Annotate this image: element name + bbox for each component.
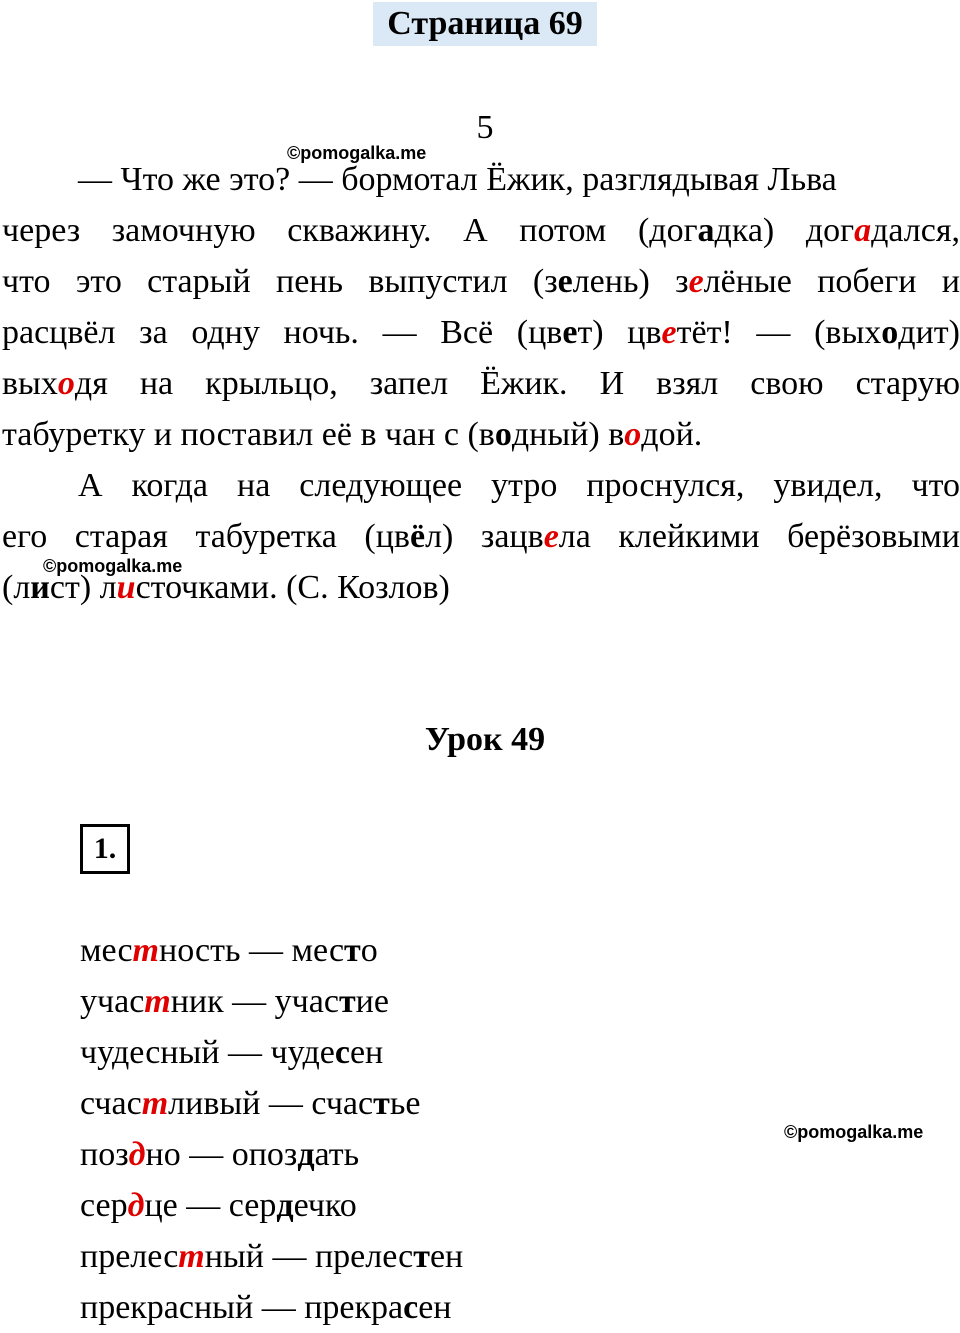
text-segment: (л bbox=[2, 569, 31, 606]
check-letter: а bbox=[697, 212, 715, 249]
lesson-title: Урок 49 bbox=[424, 721, 546, 758]
text-segment: дка) дог bbox=[714, 212, 855, 249]
check-letter: и bbox=[30, 569, 50, 606]
text-segment: дит) bbox=[898, 314, 960, 351]
word-pair bbox=[80, 976, 680, 1027]
check-letter: о bbox=[494, 416, 512, 453]
text-segment: его старая табуретка (цв bbox=[2, 518, 410, 555]
check-letter: д bbox=[276, 1187, 294, 1224]
watermark: ©pomogalka.me bbox=[43, 556, 183, 576]
page-title: Страница 69 bbox=[373, 2, 597, 46]
text-segment: ен bbox=[349, 1034, 384, 1071]
text-segment: вых bbox=[2, 365, 58, 402]
check-letter: с bbox=[334, 1034, 350, 1071]
check-letter: е bbox=[557, 263, 573, 300]
text-segment: сточками. (С. Козлов) bbox=[135, 569, 450, 606]
highlighted-letter: е bbox=[661, 314, 677, 351]
text-segment: сер bbox=[80, 1187, 128, 1224]
watermark: ©pomogalka.me bbox=[287, 143, 427, 163]
text-segment: прелес bbox=[80, 1238, 179, 1275]
highlighted-letter: и bbox=[116, 569, 136, 606]
text-segment: ен bbox=[429, 1238, 464, 1275]
text-segment: ен bbox=[418, 1289, 452, 1326]
text-segment: А когда на следующее утро проснулся, увидел, что bbox=[78, 467, 960, 504]
text-line bbox=[2, 154, 960, 205]
word-pair bbox=[80, 1078, 680, 1129]
text-segment: ливый — счас bbox=[168, 1085, 374, 1122]
text-line bbox=[2, 205, 960, 256]
text-segment: поз bbox=[80, 1136, 129, 1173]
task-number-box: 1. bbox=[80, 824, 130, 874]
text-segment: ст) л bbox=[49, 569, 117, 606]
word-pair bbox=[80, 1027, 680, 1078]
check-letter: д bbox=[297, 1136, 315, 1173]
text-line bbox=[2, 256, 960, 307]
exercise-number: 5 bbox=[476, 109, 494, 146]
check-letter: т bbox=[373, 1085, 390, 1122]
highlighted-letter: а bbox=[854, 212, 872, 249]
highlighted-letter: т bbox=[132, 932, 159, 969]
highlighted-letter: е bbox=[543, 518, 559, 555]
text-segment: це — сер bbox=[144, 1187, 277, 1224]
check-letter: т bbox=[413, 1238, 430, 1275]
text-segment: счас bbox=[80, 1085, 142, 1122]
highlighted-letter: т bbox=[144, 983, 171, 1020]
check-letter: ё bbox=[409, 518, 426, 555]
text-segment: табуретку и поставил её в чан с (в bbox=[2, 416, 495, 453]
word-pair bbox=[80, 1180, 680, 1231]
word-pair bbox=[80, 1282, 680, 1333]
text-segment: дя на крыльцо, запел Ёжик. И взял свою старую bbox=[74, 365, 960, 402]
text-line bbox=[2, 409, 960, 460]
text-segment: о bbox=[360, 932, 378, 969]
text-segment: ность — мес bbox=[159, 932, 345, 969]
highlighted-letter: д bbox=[128, 1136, 146, 1173]
check-letter: е bbox=[562, 314, 578, 351]
text-segment: ла клейкими берёзовыми bbox=[558, 518, 960, 555]
text-segment: — Что же это? — бормотал Ёжик, разглядывая Льва bbox=[78, 161, 837, 198]
text-segment: чудесный — чуде bbox=[80, 1034, 335, 1071]
highlighted-letter: о bbox=[57, 365, 75, 402]
text-line bbox=[2, 460, 960, 511]
text-line bbox=[2, 358, 960, 409]
highlighted-letter: д bbox=[127, 1187, 145, 1224]
check-letter: с bbox=[403, 1289, 419, 1326]
text-segment: что это старый пень выпустил (з bbox=[2, 263, 558, 300]
text-segment: дный) в bbox=[511, 416, 625, 453]
text-segment: но — опоз bbox=[145, 1136, 298, 1173]
word-pair bbox=[80, 1129, 680, 1180]
highlighted-letter: е bbox=[688, 263, 704, 300]
word-pair bbox=[80, 1231, 680, 1282]
text-segment: ник — учас bbox=[170, 983, 339, 1020]
text-segment: т) цв bbox=[577, 314, 662, 351]
text-segment: лень) з bbox=[572, 263, 689, 300]
highlighted-letter: т bbox=[178, 1238, 205, 1275]
text-segment: учас bbox=[80, 983, 145, 1020]
check-letter: т bbox=[338, 983, 356, 1020]
highlighted-letter: т bbox=[141, 1085, 169, 1122]
word-pair bbox=[80, 925, 680, 976]
story-text bbox=[2, 154, 960, 613]
text-segment: прекрасный — прекра bbox=[80, 1289, 404, 1326]
text-segment: мес bbox=[80, 932, 133, 969]
text-segment: лёные побеги и bbox=[703, 263, 960, 300]
text-segment: ие bbox=[355, 983, 389, 1020]
word-pair-list bbox=[80, 925, 680, 1333]
text-line bbox=[2, 307, 960, 358]
text-segment: расцвёл за одну ночь. — Всё (цв bbox=[2, 314, 563, 351]
text-segment: ать bbox=[314, 1136, 360, 1173]
highlighted-letter: о bbox=[624, 416, 642, 453]
text-segment: ье bbox=[389, 1085, 421, 1122]
text-segment: ечко bbox=[293, 1187, 357, 1224]
text-segment: через замочную скважину. А потом (дог bbox=[2, 212, 698, 249]
text-segment: дался, bbox=[871, 212, 960, 249]
check-letter: т bbox=[344, 932, 361, 969]
watermark: ©pomogalka.me bbox=[784, 1122, 924, 1142]
text-segment: тёт! — (вых bbox=[676, 314, 882, 351]
text-segment: дой. bbox=[641, 416, 703, 453]
check-letter: о bbox=[881, 314, 899, 351]
text-segment: ный — прелес bbox=[204, 1238, 414, 1275]
text-segment: л) зацв bbox=[425, 518, 544, 555]
